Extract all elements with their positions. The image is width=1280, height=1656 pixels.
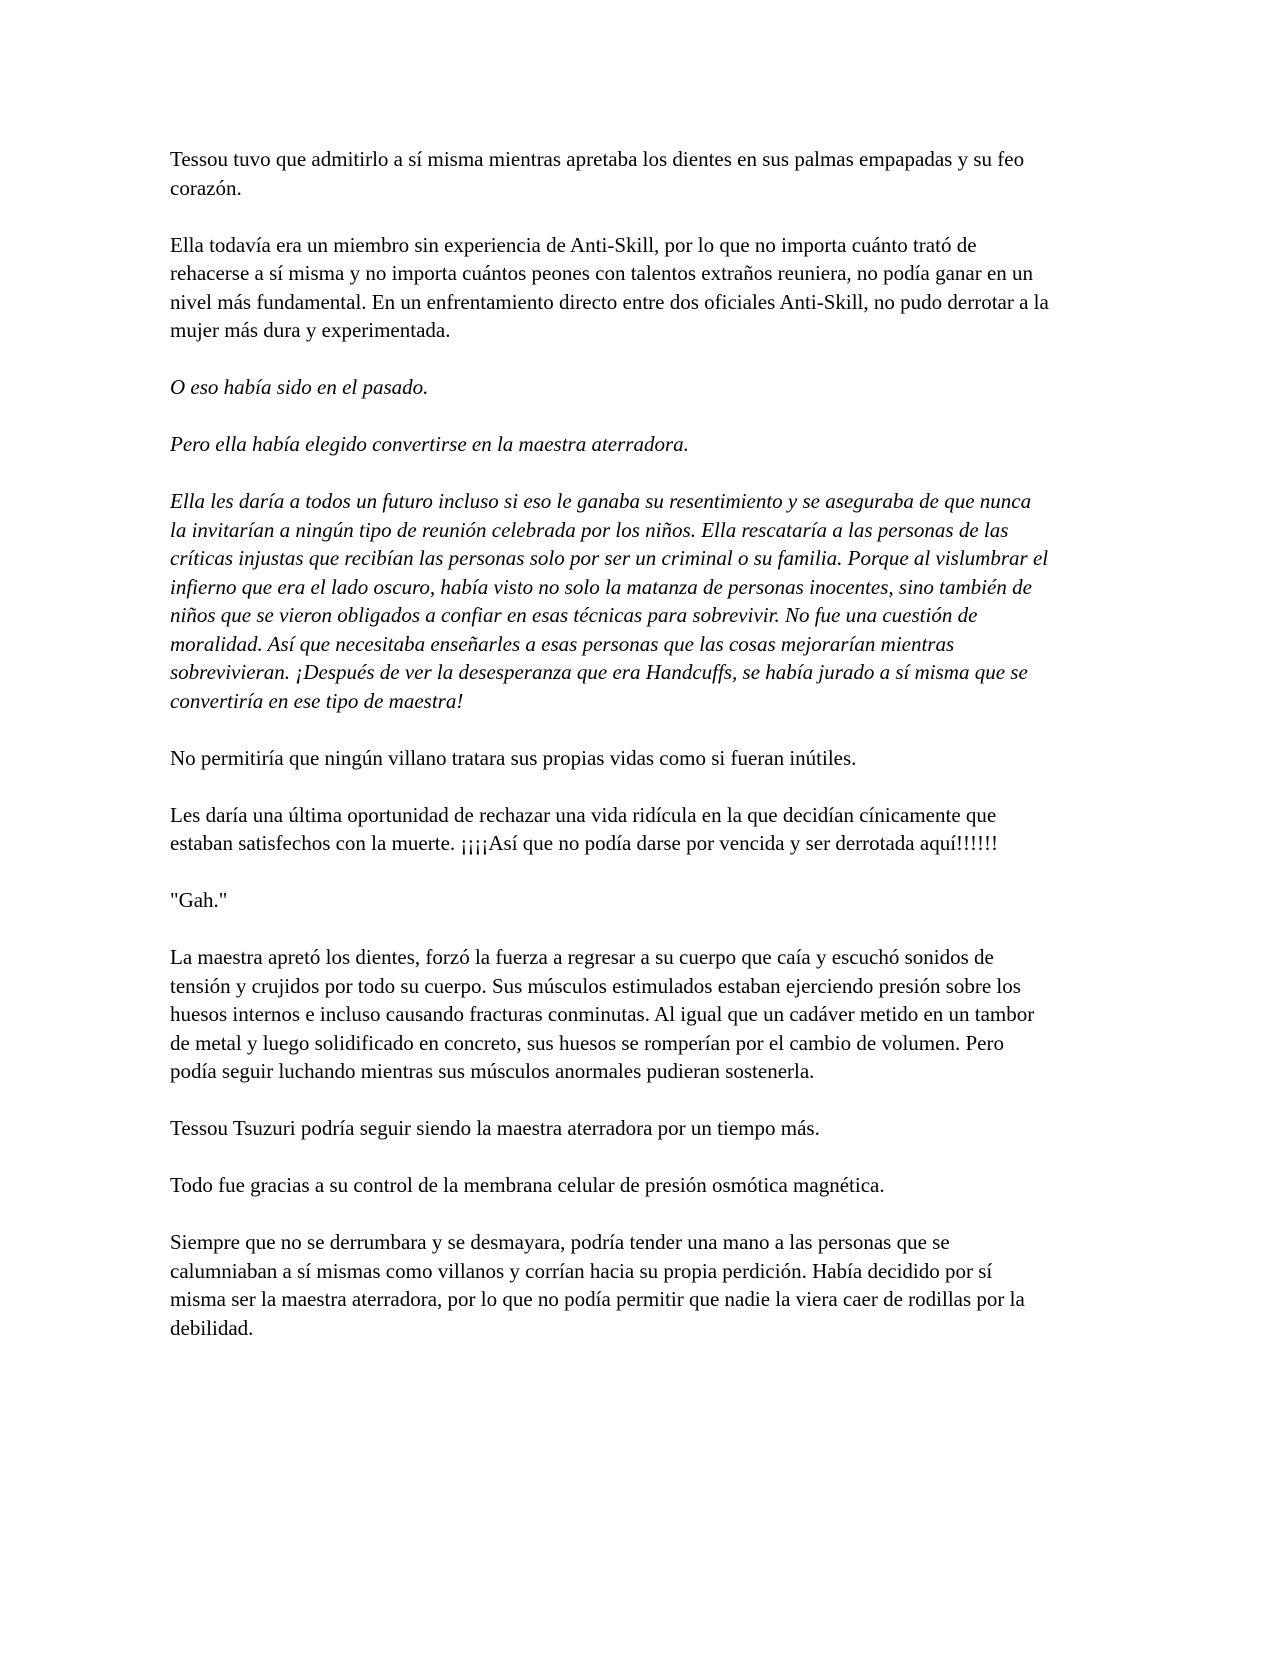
paragraph: No permitiría que ningún villano tratara sus propias vidas como si fueran inútiles. bbox=[170, 745, 857, 770]
paragraph: Les daría una última oportunidad de rechazar una vida ridícula en la que decidían cínicamente que estaban satisfechos con la muerte. ¡¡¡¡Así que no podía darse por vencida y ser derrotada aquí!!!!!! bbox=[170, 802, 998, 855]
paragraph: "Gah." bbox=[170, 888, 228, 912]
paragraph: Todo fue gracias a su control de la membrana celular de presión osmótica magnética. bbox=[170, 1173, 885, 1197]
document-body bbox=[170, 145, 1052, 1342]
paragraph: Tessou tuvo que admitirlo a sí misma mientras apretaba los dientes en sus palmas empapadas y su feo corazón. bbox=[170, 147, 1025, 200]
paragraph: La maestra apretó los dientes, forzó la fuerza a regresar a su cuerpo que caía y escuchó sonidos de tensión y crujidos por todo su cuerpo. Sus músculos estimulados estaban ejerciendo presión sobre los huesos internos e incluso causando fracturas conminutas. Al igual que un cadáver metido en un tambor de metal y luego solidificado en concreto, sus huesos se romperían por el cambio de volumen. Pero podía seguir luchando mientras sus músculos anormales pudieran sostenerla. bbox=[170, 945, 1035, 1083]
paragraph: Siempre que no se derrumbara y se desmayara, podría tender una mano a las personas que se calumniaban a sí mismas como villanos y corrían hacia su propia perdición. Había decidido por sí misma ser la maestra aterradora, por lo que no podía permitir que nadie la viera caer de rodillas por la debilidad. bbox=[170, 1230, 1025, 1340]
paragraph: O eso había sido en el pasado. bbox=[170, 375, 429, 399]
paragraph: Pero ella había elegido convertirse en la maestra aterradora. bbox=[170, 432, 689, 456]
paragraph: Tessou Tsuzuri podría seguir siendo la maestra aterradora por un tiempo más. bbox=[170, 1116, 820, 1140]
paragraph: Ella todavía era un miembro sin experiencia de Anti-Skill, por lo que no importa cuánto trató de rehacerse a sí misma y no importa cuántos peones con talentos extraños reuniera, no podía ganar en un nivel más fundamental. En un enfrentamiento directo entre dos oficiales Anti-Skill, no pudo derrotar a la mujer más dura y experimentada. bbox=[170, 232, 1049, 342]
paragraph: Ella les daría a todos un futuro incluso si eso le ganaba su resentimiento y se aseguraba de que nunca la invitarían a ningún tipo de reunión celebrada por los niños. Ella rescataría a las personas de las críticas injustas que recibían las personas solo por ser un criminal o su familia. Porque al vislumbrar el infierno que era el lado oscuro, había visto no solo la matanza de personas inocentes, sino también de niños que se vieron obligados a confiar en esas técnicas para sobrevivir. No fue una cuestión de moralidad. Así que necesitaba enseñarles a esas personas que las cosas mejorarían mientras sobrevivieran. ¡Después de ver la desesperanza que era Handcuffs, se había jurado a sí misma que se convertiría en ese tipo de maestra! bbox=[170, 489, 1049, 713]
